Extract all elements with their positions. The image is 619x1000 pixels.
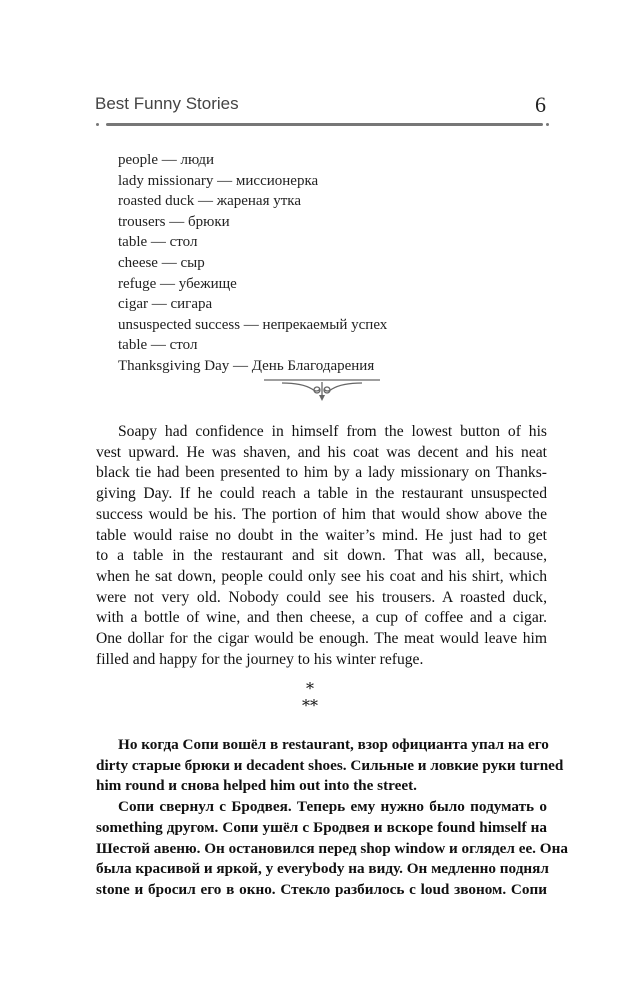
vocabulary-item: table — стол bbox=[118, 234, 198, 251]
text-line: Сопи свернул с Бродвея. Теперь ему нужно было подумать о bbox=[118, 798, 547, 816]
text-line: Soapy had confidence in himself from the lowest button of his bbox=[118, 423, 547, 440]
text-line: giving Day. If he could reach a table in the restaurant unsuspected bbox=[96, 485, 547, 503]
ornament-divider-icon bbox=[262, 377, 382, 403]
text-line: success would be his. The portion of him that would show above the bbox=[96, 505, 547, 523]
vocabulary-item: cheese — сыр bbox=[118, 254, 205, 271]
vocabulary-item: unsuspected success — непрекаемый успех bbox=[118, 316, 388, 333]
text-line: black tie had been presented to him by a lady missionary on Thanks- bbox=[96, 464, 547, 482]
separator-bottom-stars: ** bbox=[302, 696, 318, 715]
vocabulary-item: refuge — убежище bbox=[118, 275, 237, 292]
text-line: Но когда Сопи вошёл в restaurant, взор официанта упал на его bbox=[118, 736, 549, 753]
vocabulary-item: people — люди bbox=[118, 152, 215, 168]
vocabulary-list bbox=[118, 150, 387, 377]
text-line: Шестой авеню. Он остановился перед shop window и оглядел ее. Она bbox=[96, 839, 568, 857]
vocabulary-item: Thanksgiving Day — День Благодарения bbox=[118, 357, 375, 374]
text-line: dirty старые брюки и decadent shoes. Сильные и ловкие руки turned bbox=[96, 756, 564, 774]
text-line: to a table in the restaurant and sit down. That was all, because, bbox=[96, 547, 547, 565]
vocabulary-item: cigar — сигара bbox=[118, 296, 213, 313]
text-line: stone и бросил его в окно. Стекло разбилось с loud звоном. Сопи bbox=[96, 880, 547, 898]
section-separator bbox=[290, 680, 330, 714]
vocabulary-item: trousers — брюки bbox=[118, 213, 230, 230]
text-line: filled and happy for the journey to his winter refuge. bbox=[96, 650, 424, 668]
text-line: him round и снова helped him out into the street. bbox=[96, 777, 417, 795]
vocabulary-item: table — стол bbox=[118, 337, 198, 354]
text-line: One dollar for the cigar would be enough. The meat would leave him bbox=[96, 630, 547, 648]
story-paragraph-english bbox=[96, 422, 547, 670]
text-line: something другом. Сопи ушёл с Бродвея и вскоре found himself на bbox=[96, 818, 547, 836]
separator-top-star: * bbox=[306, 679, 314, 698]
text-line: were not very old. Nobody could see his trousers. A roasted duck, bbox=[96, 588, 547, 606]
rule-dot-right bbox=[546, 123, 549, 126]
header-rule bbox=[106, 123, 543, 126]
story-paragraphs-mixed bbox=[96, 735, 568, 901]
text-line: vest upward. He was shaven, and his coat was decent and his neat bbox=[96, 443, 547, 461]
text-line: была красивой и яркой, у everybody на виду. Он медленно поднял bbox=[96, 860, 549, 878]
vocabulary-item: roasted duck — жареная утка bbox=[118, 193, 302, 210]
text-line: when he sat down, people could only see his coat and his shirt, which bbox=[96, 567, 547, 585]
text-line: with a bottle of wine, and then cheese, a cup of coffee and a cigar. bbox=[96, 609, 547, 627]
rule-dot-left bbox=[96, 123, 99, 126]
vocabulary-item: lady missionary — миссионерка bbox=[118, 172, 319, 189]
book-title: Best Funny Stories bbox=[95, 94, 239, 113]
text-line: table would raise no doubt in the waiter’s mind. He just had to get bbox=[96, 526, 547, 544]
page-number: 6 bbox=[535, 92, 546, 117]
